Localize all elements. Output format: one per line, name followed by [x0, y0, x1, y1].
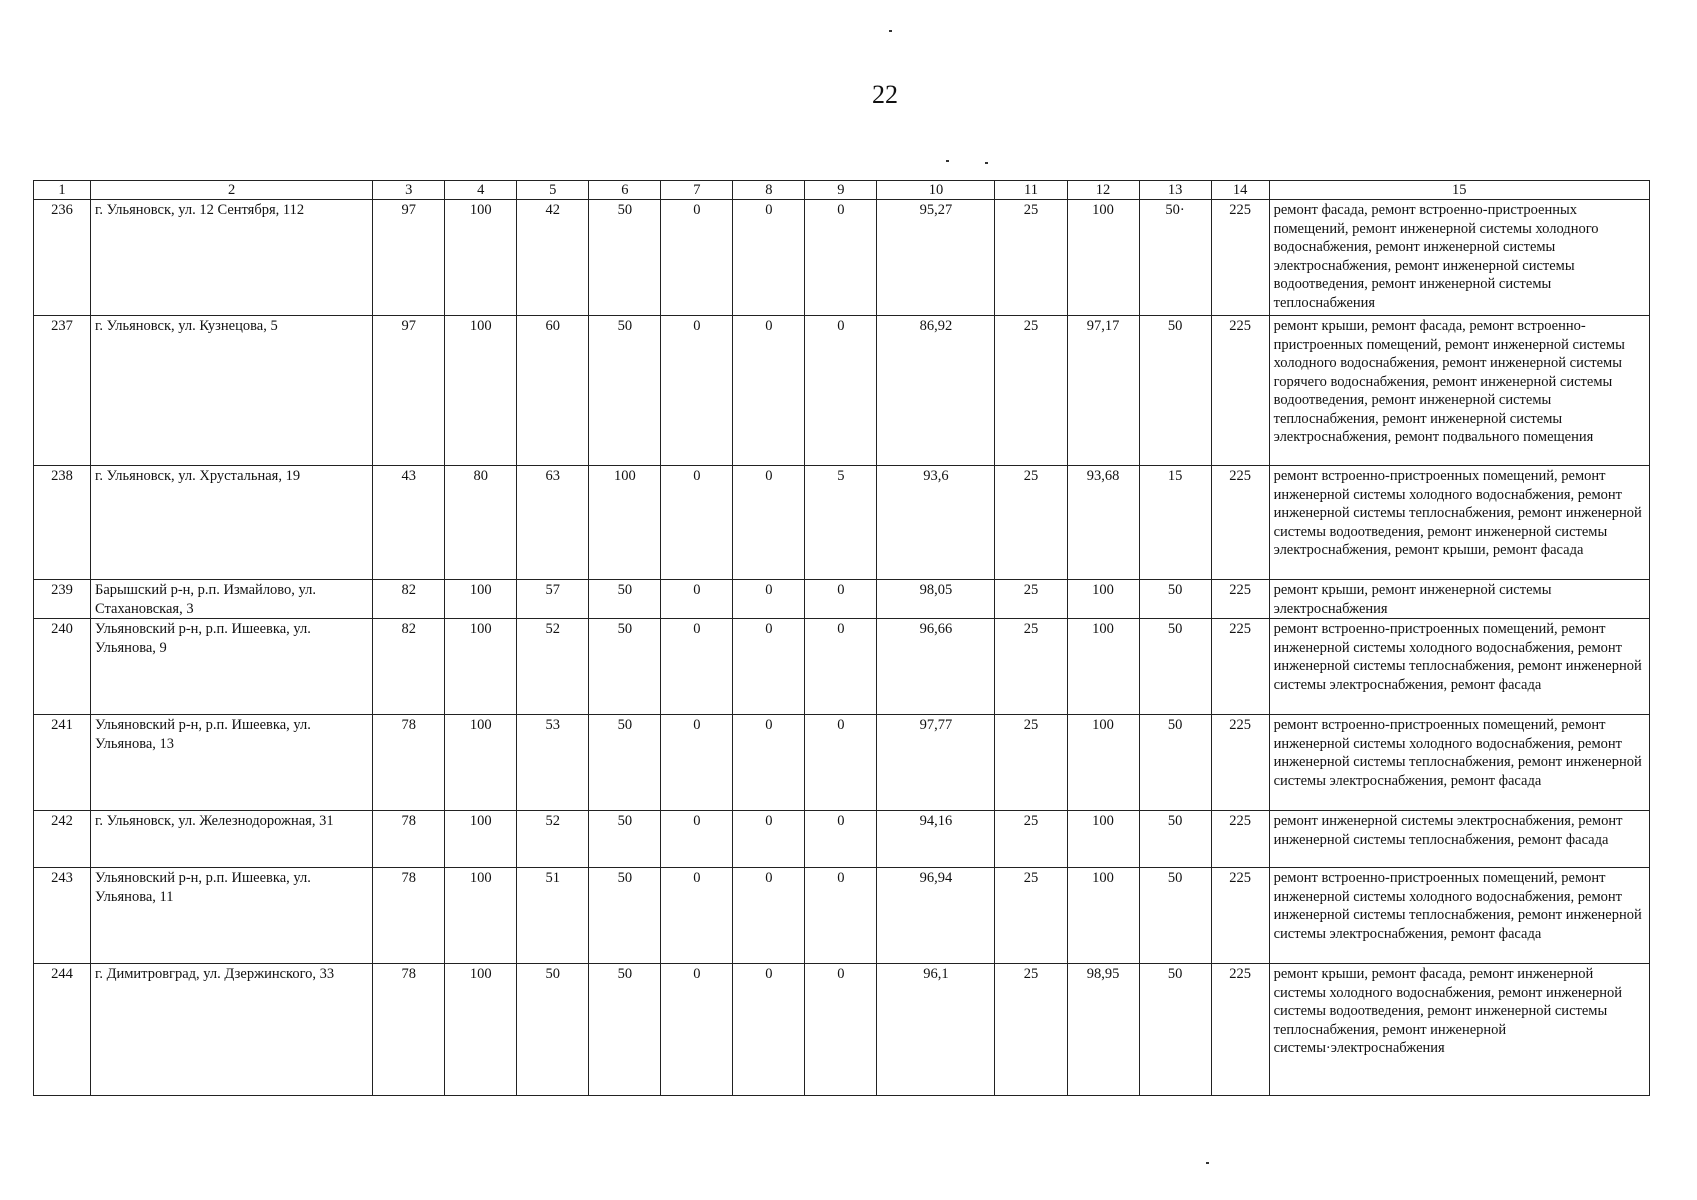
value-cell-col-5: 63 — [517, 466, 589, 580]
value-cell-col-9: 0 — [805, 580, 877, 619]
value-cell-col-5: 60 — [517, 316, 589, 466]
value-cell-col-10: 96,1 — [877, 964, 995, 1096]
row-number: 236 — [34, 200, 91, 316]
table-row — [34, 811, 1650, 868]
works-cell: ремонт встроенно-пристроенных помещений, ремонт инженерной системы холодного водоснабжения, ремонт инженерной системы теплоснабжения, ремонт инженерной системы электроснабжения, ремонт фасада — [1269, 619, 1649, 715]
works-cell: ремонт крыши, ремонт инженерной системы электроснабжения — [1269, 580, 1649, 619]
value-cell-col-5: 53 — [517, 715, 589, 811]
repair-program-table — [33, 180, 1650, 1096]
value-cell-col-14: 225 — [1211, 200, 1269, 316]
value-cell-col-7: 0 — [661, 868, 733, 964]
value-cell-col-8: 0 — [733, 316, 805, 466]
value-cell-col-9: 0 — [805, 200, 877, 316]
value-cell-col-14: 225 — [1211, 964, 1269, 1096]
scan-speck — [889, 30, 892, 32]
value-cell-col-9: 0 — [805, 868, 877, 964]
column-header-14: 14 — [1211, 181, 1269, 200]
column-header-8: 8 — [733, 181, 805, 200]
value-cell-col-7: 0 — [661, 619, 733, 715]
value-cell-col-5: 52 — [517, 619, 589, 715]
value-cell-col-11: 25 — [995, 316, 1067, 466]
value-cell-col-14: 225 — [1211, 868, 1269, 964]
value-cell-col-5: 57 — [517, 580, 589, 619]
row-number: 244 — [34, 964, 91, 1096]
table-body — [34, 200, 1650, 1096]
value-cell-col-12: 98,95 — [1067, 964, 1139, 1096]
value-cell-col-6: 50 — [589, 200, 661, 316]
row-number: 237 — [34, 316, 91, 466]
table-header — [34, 181, 1650, 200]
value-cell-col-13: 50 — [1139, 811, 1211, 868]
value-cell-col-3: 82 — [373, 619, 445, 715]
value-cell-col-7: 0 — [661, 964, 733, 1096]
value-cell-col-13: 15 — [1139, 466, 1211, 580]
value-cell-col-12: 97,17 — [1067, 316, 1139, 466]
table-row — [34, 619, 1650, 715]
value-cell-col-7: 0 — [661, 580, 733, 619]
row-number: 239 — [34, 580, 91, 619]
value-cell-col-8: 0 — [733, 868, 805, 964]
value-cell-col-12: 100 — [1067, 811, 1139, 868]
value-cell-col-13: 50 — [1139, 715, 1211, 811]
value-cell-col-8: 0 — [733, 580, 805, 619]
works-cell: ремонт встроенно-пристроенных помещений, ремонт инженерной системы холодного водоснабжения, ремонт инженерной системы теплоснабжения, ремонт инженерной системы электроснабжения, ремонт фасада — [1269, 868, 1649, 964]
value-cell-col-4: 100 — [445, 868, 517, 964]
value-cell-col-5: 52 — [517, 811, 589, 868]
value-cell-col-10: 97,77 — [877, 715, 995, 811]
address-cell: Ульяновский р-н, р.п. Ишеевка, ул. Ульянова, 9 — [91, 619, 373, 715]
row-number: 238 — [34, 466, 91, 580]
value-cell-col-12: 100 — [1067, 619, 1139, 715]
column-header-15: 15 — [1269, 181, 1649, 200]
table-row — [34, 868, 1650, 964]
value-cell-col-14: 225 — [1211, 715, 1269, 811]
row-number: 242 — [34, 811, 91, 868]
value-cell-col-7: 0 — [661, 466, 733, 580]
table-row — [34, 466, 1650, 580]
row-number: 241 — [34, 715, 91, 811]
value-cell-col-7: 0 — [661, 200, 733, 316]
value-cell-col-8: 0 — [733, 466, 805, 580]
works-cell: ремонт встроенно-пристроенных помещений, ремонт инженерной системы холодного водоснабжения, ремонт инженерной системы теплоснабжения, ремонт инженерной системы электроснабжения, ремонт фасада — [1269, 715, 1649, 811]
column-header-12: 12 — [1067, 181, 1139, 200]
column-header-9: 9 — [805, 181, 877, 200]
value-cell-col-9: 5 — [805, 466, 877, 580]
scan-speck — [985, 162, 988, 164]
value-cell-col-6: 50 — [589, 964, 661, 1096]
table-row — [34, 964, 1650, 1096]
value-cell-col-8: 0 — [733, 619, 805, 715]
column-header-11: 11 — [995, 181, 1067, 200]
value-cell-col-11: 25 — [995, 811, 1067, 868]
address-cell: Ульяновский р-н, р.п. Ишеевка, ул. Ульянова, 11 — [91, 868, 373, 964]
value-cell-col-8: 0 — [733, 811, 805, 868]
value-cell-col-11: 25 — [995, 580, 1067, 619]
table-row — [34, 580, 1650, 619]
value-cell-col-9: 0 — [805, 715, 877, 811]
value-cell-col-9: 0 — [805, 964, 877, 1096]
value-cell-col-10: 95,27 — [877, 200, 995, 316]
value-cell-col-12: 100 — [1067, 868, 1139, 964]
works-cell: ремонт встроенно-пристроенных помещений, ремонт инженерной системы холодного водоснабжения, ремонт инженерной системы теплоснабжения, ремонт инженерной системы водоотведения, ремонт инженерной системы электроснабжения, ремонт крыши, ремонт фасада — [1269, 466, 1649, 580]
address-cell: г. Димитровград, ул. Дзержинского, 33 — [91, 964, 373, 1096]
value-cell-col-4: 100 — [445, 619, 517, 715]
value-cell-col-4: 100 — [445, 580, 517, 619]
address-cell: г. Ульяновск, ул. Хрустальная, 19 — [91, 466, 373, 580]
value-cell-col-6: 50 — [589, 316, 661, 466]
value-cell-col-5: 42 — [517, 200, 589, 316]
column-header-5: 5 — [517, 181, 589, 200]
address-cell: г. Ульяновск, ул. Железнодорожная, 31 — [91, 811, 373, 868]
value-cell-col-10: 93,6 — [877, 466, 995, 580]
address-cell: Ульяновский р-н, р.п. Ишеевка, ул. Ульянова, 13 — [91, 715, 373, 811]
value-cell-col-8: 0 — [733, 964, 805, 1096]
value-cell-col-12: 100 — [1067, 715, 1139, 811]
value-cell-col-11: 25 — [995, 715, 1067, 811]
value-cell-col-11: 25 — [995, 466, 1067, 580]
value-cell-col-14: 225 — [1211, 466, 1269, 580]
value-cell-col-14: 225 — [1211, 619, 1269, 715]
table-row — [34, 715, 1650, 811]
value-cell-col-13: 50 — [1139, 619, 1211, 715]
value-cell-col-12: 93,68 — [1067, 466, 1139, 580]
column-header-10: 10 — [877, 181, 995, 200]
value-cell-col-13: 50· — [1139, 200, 1211, 316]
column-header-7: 7 — [661, 181, 733, 200]
value-cell-col-8: 0 — [733, 715, 805, 811]
value-cell-col-7: 0 — [661, 811, 733, 868]
value-cell-col-3: 82 — [373, 580, 445, 619]
value-cell-col-10: 96,94 — [877, 868, 995, 964]
value-cell-col-4: 100 — [445, 811, 517, 868]
value-cell-col-7: 0 — [661, 715, 733, 811]
table-row — [34, 200, 1650, 316]
value-cell-col-13: 50 — [1139, 580, 1211, 619]
value-cell-col-3: 78 — [373, 964, 445, 1096]
value-cell-col-4: 100 — [445, 715, 517, 811]
value-cell-col-6: 100 — [589, 466, 661, 580]
value-cell-col-13: 50 — [1139, 868, 1211, 964]
value-cell-col-4: 80 — [445, 466, 517, 580]
value-cell-col-14: 225 — [1211, 580, 1269, 619]
scan-speck — [946, 160, 949, 162]
value-cell-col-12: 100 — [1067, 580, 1139, 619]
value-cell-col-8: 0 — [733, 200, 805, 316]
value-cell-col-11: 25 — [995, 964, 1067, 1096]
works-cell: ремонт крыши, ремонт фасада, ремонт встроенно-пристроенных помещений, ремонт инженерной системы холодного водоснабжения, ремонт инженерной системы горячего водоснабжения, ремонт инженерной системы водоотведения, ремонт инженерной системы теплоснабжения, ремонт инженерной системы электроснабжения, ремонт подвального помещения — [1269, 316, 1649, 466]
row-number: 240 — [34, 619, 91, 715]
address-cell: г. Ульяновск, ул. Кузнецова, 5 — [91, 316, 373, 466]
page-number: 22 — [872, 80, 898, 109]
value-cell-col-6: 50 — [589, 715, 661, 811]
value-cell-col-9: 0 — [805, 316, 877, 466]
value-cell-col-14: 225 — [1211, 316, 1269, 466]
value-cell-col-10: 98,05 — [877, 580, 995, 619]
value-cell-col-6: 50 — [589, 580, 661, 619]
header-row — [34, 181, 1650, 200]
value-cell-col-7: 0 — [661, 316, 733, 466]
works-cell: ремонт крыши, ремонт фасада, ремонт инженерной системы холодного водоснабжения, ремонт инженерной системы водоотведения, ремонт инженерной системы теплоснабжения, ремонт инженерной системы·электроснабжения — [1269, 964, 1649, 1096]
value-cell-col-3: 78 — [373, 811, 445, 868]
value-cell-col-3: 97 — [373, 200, 445, 316]
value-cell-col-5: 50 — [517, 964, 589, 1096]
value-cell-col-4: 100 — [445, 200, 517, 316]
value-cell-col-6: 50 — [589, 811, 661, 868]
value-cell-col-11: 25 — [995, 619, 1067, 715]
value-cell-col-3: 97 — [373, 316, 445, 466]
value-cell-col-4: 100 — [445, 964, 517, 1096]
value-cell-col-9: 0 — [805, 811, 877, 868]
value-cell-col-6: 50 — [589, 868, 661, 964]
value-cell-col-13: 50 — [1139, 964, 1211, 1096]
works-cell: ремонт инженерной системы электроснабжения, ремонт инженерной системы теплоснабжения, ремонт фасада — [1269, 811, 1649, 868]
value-cell-col-3: 78 — [373, 868, 445, 964]
value-cell-col-11: 25 — [995, 200, 1067, 316]
value-cell-col-10: 86,92 — [877, 316, 995, 466]
column-header-13: 13 — [1139, 181, 1211, 200]
row-number: 243 — [34, 868, 91, 964]
value-cell-col-3: 43 — [373, 466, 445, 580]
address-cell: Барышский р-н, р.п. Измайлово, ул. Стахановская, 3 — [91, 580, 373, 619]
works-cell: ремонт фасада, ремонт встроенно-пристроенных помещений, ремонт инженерной системы холодного водоснабжения, ремонт инженерной системы электроснабжения, ремонт инженерной системы водоотведения, ремонт инженерной системы теплоснабжения — [1269, 200, 1649, 316]
value-cell-col-5: 51 — [517, 868, 589, 964]
value-cell-col-10: 94,16 — [877, 811, 995, 868]
value-cell-col-12: 100 — [1067, 200, 1139, 316]
value-cell-col-14: 225 — [1211, 811, 1269, 868]
value-cell-col-4: 100 — [445, 316, 517, 466]
column-header-3: 3 — [373, 181, 445, 200]
scan-speck — [1206, 1162, 1209, 1164]
table-row — [34, 316, 1650, 466]
column-header-4: 4 — [445, 181, 517, 200]
column-header-6: 6 — [589, 181, 661, 200]
address-cell: г. Ульяновск, ул. 12 Сентября, 112 — [91, 200, 373, 316]
value-cell-col-9: 0 — [805, 619, 877, 715]
value-cell-col-6: 50 — [589, 619, 661, 715]
column-header-1: 1 — [34, 181, 91, 200]
value-cell-col-13: 50 — [1139, 316, 1211, 466]
value-cell-col-3: 78 — [373, 715, 445, 811]
value-cell-col-11: 25 — [995, 868, 1067, 964]
value-cell-col-10: 96,66 — [877, 619, 995, 715]
column-header-2: 2 — [91, 181, 373, 200]
